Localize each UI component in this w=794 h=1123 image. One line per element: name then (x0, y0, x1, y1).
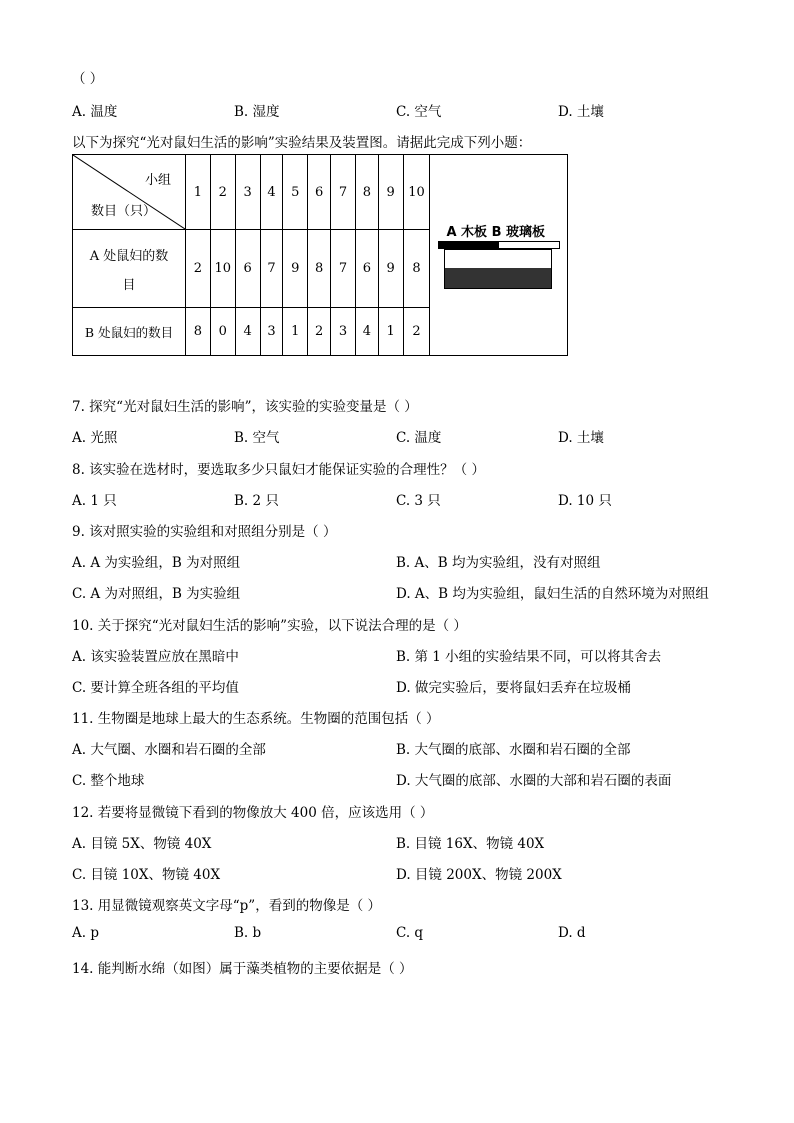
group-cell: 10 (403, 155, 430, 230)
q10-stem: 10. 关于探究“光对鼠妇生活的影响”实验，以下说法合理的是（ ） (72, 618, 467, 634)
q6-option-a: A. 温度 (72, 104, 118, 120)
row-b-cell: 3 (260, 308, 283, 356)
q6-option-d: D. 土壤 (558, 104, 604, 120)
q6-stem: （ ） (72, 71, 104, 87)
q11-option-d: D. 大气圈的底部、水圈的大部和岩石圈的表面 (396, 773, 672, 789)
q14-stem: 14. 能判断水绵（如图）属于藻类植物的主要依据是（ ） (72, 961, 413, 977)
q12-option-a: A. 目镜 5X、物镜 40X (72, 836, 212, 852)
q6-option-b: B. 湿度 (234, 104, 280, 120)
q13-option-d: D. d (558, 925, 586, 941)
group-cell: 1 (186, 155, 211, 230)
row-a-cell: 6 (235, 230, 260, 308)
row-a-label-line1: A 处鼠妇的数 (89, 248, 169, 264)
wood-board (439, 242, 499, 248)
q8-option-b: B. 2 只 (234, 493, 279, 509)
soil-layer (445, 268, 551, 288)
q13-option-c: C. q (396, 925, 424, 941)
q9-option-c: C. A 为对照组，B 为实验组 (72, 586, 241, 602)
group-cell: 5 (283, 155, 308, 230)
container-box (444, 249, 552, 289)
row-a-label (73, 230, 186, 308)
q7-stem: 7. 探究“光对鼠妇生活的影响”，该实验的实验变量是（ ） (72, 399, 418, 415)
q6-option-c: C. 空气 (396, 104, 442, 120)
q11-option-c: C. 整个地球 (72, 773, 145, 789)
q12-option-b: B. 目镜 16X、物镜 40X (396, 836, 545, 852)
row-b-cell: 1 (283, 308, 308, 356)
group-cell: 9 (378, 155, 403, 230)
row-b-cell: 8 (186, 308, 211, 356)
row-b-cell: 2 (308, 308, 331, 356)
q13-option-b: B. b (234, 925, 262, 941)
row-a-cell: 7 (260, 230, 283, 308)
row-a-cell: 9 (378, 230, 403, 308)
row-a-label-line2: 目 (122, 277, 136, 293)
row-a-cell: 10 (210, 230, 235, 308)
q10-option-a: A. 该实验装置应放在黑暗中 (72, 649, 239, 665)
board-bar (438, 241, 560, 249)
group-cell: 4 (260, 155, 283, 230)
q10-option-b: B. 第 1 小组的实验结果不同，可以将其舍去 (396, 649, 662, 665)
q9-option-a: A. A 为实验组，B 为对照组 (72, 555, 241, 571)
q9-stem: 9. 该对照实验的实验组和对照组分别是（ ） (72, 524, 337, 540)
q11-option-a: A. 大气圈、水圈和岩石圈的全部 (72, 742, 266, 758)
diagonal-header-cell (73, 155, 186, 230)
row-b-cell: 3 (331, 308, 356, 356)
q11-option-b: B. 大气圈的底部、水圈和岩石圈的全部 (396, 742, 631, 758)
q8-option-c: C. 3 只 (396, 493, 441, 509)
apparatus-cell (430, 155, 568, 356)
q8-option-a: A. 1 只 (72, 493, 117, 509)
group-cell: 7 (331, 155, 356, 230)
q12-stem: 12. 若要将显微镜下看到的物像放大 400 倍，应该选用（ ） (72, 805, 434, 821)
apparatus-label: A 木板 B 玻璃板 (446, 225, 546, 240)
q8-option-d: D. 10 只 (558, 493, 612, 509)
row-b-cell: 1 (378, 308, 403, 356)
header-group-label: 小组 (144, 173, 171, 188)
row-a-cell: 6 (355, 230, 378, 308)
q13-option-a: A. p (72, 925, 99, 941)
q10-option-c: C. 要计算全班各组的平均值 (72, 680, 239, 696)
q8-stem: 8. 该实验在选材时，要选取多少只鼠妇才能保证实验的合理性？（ ） (72, 462, 485, 478)
row-b-label: B 处鼠妇的数目 (73, 308, 186, 356)
row-b-cell: 4 (235, 308, 260, 356)
q7-option-d: D. 土壤 (558, 430, 604, 446)
experiment-table (72, 154, 568, 355)
intro-text: 以下为探究“光对鼠妇生活的影响”实验结果及装置图。请据此完成下列小题： (72, 135, 532, 151)
q10-option-d: D. 做完实验后，要将鼠妇丢弃在垃圾桶 (396, 680, 631, 696)
group-cell: 3 (235, 155, 260, 230)
row-a-cell: 8 (403, 230, 430, 308)
row-a-cell: 7 (331, 230, 356, 308)
row-b-cell: 2 (403, 308, 430, 356)
q7-option-b: B. 空气 (234, 430, 280, 446)
header-count-label: 数目（只） (91, 204, 157, 219)
q9-option-d: D. A、B 均为实验组，鼠妇生活的自然环境为对照组 (396, 586, 709, 602)
group-cell: 8 (355, 155, 378, 230)
q7-option-c: C. 温度 (396, 430, 442, 446)
q11-stem: 11. 生物圈是地球上最大的生态系统。生物圈的范围包括（ ） (72, 711, 440, 727)
q12-option-c: C. 目镜 10X、物镜 40X (72, 867, 221, 883)
row-a-cell: 8 (308, 230, 331, 308)
q12-option-d: D. 目镜 200X、物镜 200X (396, 867, 562, 883)
q9-option-b: B. A、B 均为实验组，没有对照组 (396, 555, 601, 571)
row-b-cell: 0 (210, 308, 235, 356)
row-a-cell: 9 (283, 230, 308, 308)
q7-option-a: A. 光照 (72, 430, 118, 446)
q13-stem: 13. 用显微镜观察英文字母“p”，看到的物像是（ ） (72, 898, 381, 914)
group-cell: 6 (308, 155, 331, 230)
row-b-cell: 4 (355, 308, 378, 356)
row-a-cell: 2 (186, 230, 211, 308)
group-cell: 2 (210, 155, 235, 230)
